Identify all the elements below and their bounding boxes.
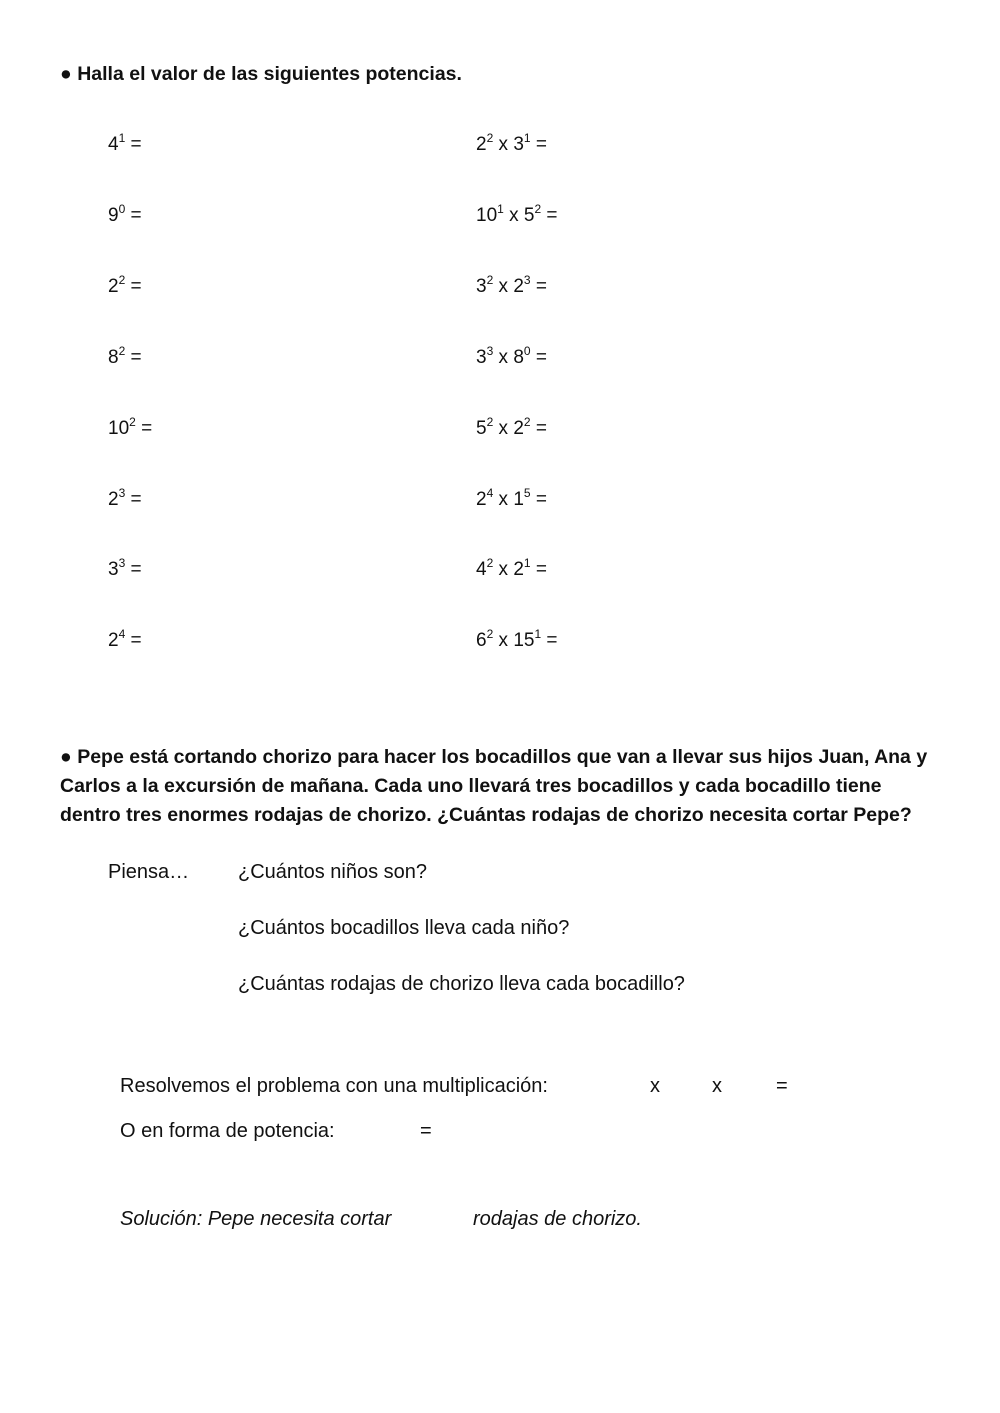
times-sign: x [493, 488, 514, 510]
equals-sign: = [125, 275, 142, 297]
base: 2 [513, 275, 524, 297]
power-exercise-left [108, 131, 142, 156]
equals-sign: = [125, 346, 142, 368]
times-sign: x [493, 346, 514, 368]
exponent: 1 [523, 131, 531, 145]
exponent: 1 [534, 627, 542, 642]
base: 3 [513, 134, 524, 155]
power-exercise-left [108, 272, 142, 298]
power-exercise-right [476, 343, 547, 369]
power-exercise-left [108, 343, 142, 369]
base: 3 [476, 275, 487, 297]
solution-prefix: Solución: Pepe necesita cortar [120, 1208, 392, 1230]
power-exercise-right [476, 627, 558, 652]
base: 1 [513, 488, 524, 510]
power-exercise-right [476, 414, 547, 440]
power-exercise-right [476, 272, 547, 298]
exponent: 1 [118, 131, 126, 145]
power-exercise-left [108, 414, 153, 440]
exponent: 2 [486, 272, 494, 287]
exponent: 2 [486, 414, 494, 429]
base: 15 [513, 630, 535, 652]
exponent: 3 [118, 556, 126, 571]
exponent: 2 [486, 627, 494, 642]
base: 8 [108, 346, 119, 368]
base: 3 [108, 559, 119, 581]
equals-sign: = [530, 275, 547, 297]
equals-sign: = [125, 204, 142, 226]
exponent: 3 [486, 343, 494, 358]
power-exercise-right [476, 131, 547, 156]
base: 2 [476, 488, 487, 510]
times-sign: x [503, 204, 524, 226]
power-exercise-right [476, 556, 547, 581]
power-exercise-left [108, 556, 142, 581]
section1-heading: ● Halla el valor de las siguientes potencias. [60, 63, 462, 85]
times-sign: x [493, 417, 514, 439]
solution-suffix: rodajas de chorizo. [473, 1208, 642, 1230]
power-exercise-left [108, 201, 142, 227]
power-label: O en forma de potencia: [120, 1120, 335, 1142]
base: 9 [108, 204, 119, 226]
exponent: 2 [118, 272, 126, 287]
power-exercise-left [108, 485, 142, 511]
exponent: 4 [118, 627, 126, 642]
base: 2 [108, 630, 119, 652]
base: 3 [476, 346, 487, 368]
exponent: 3 [118, 485, 126, 500]
exponent: 5 [523, 485, 531, 500]
base: 4 [108, 134, 119, 155]
times-sign: x [493, 559, 514, 581]
question-2: ¿Cuántos bocadillos lleva cada niño? [238, 917, 570, 939]
exponent: 4 [486, 485, 494, 500]
times-sign: x [493, 275, 514, 297]
problem-text: ● Pepe está cortando chorizo para hacer los bocadillos que van a llevar sus hijos Juan, Ana y Carlos a la excursión de mañana. Cada uno llevará tres bocadillos y cada bocadillo tiene dentro tres enormes rodajas de chorizo. ¿Cuántas rodajas de chorizo necesita cortar Pepe? [60, 746, 928, 826]
equals-sign: = [125, 630, 142, 652]
base: 4 [476, 559, 487, 581]
equals-sign: = [125, 559, 142, 581]
multiplication-equals: = [776, 1075, 788, 1097]
power-exercise-right [476, 201, 558, 227]
base: 8 [513, 346, 524, 368]
equals-sign: = [530, 417, 547, 439]
power-exercise-left [108, 627, 142, 652]
exponent: 0 [523, 343, 531, 358]
exponent: 3 [523, 272, 531, 287]
times-sign: x [493, 630, 514, 652]
equals-sign: = [541, 204, 558, 226]
multiplication-times-2: x [712, 1075, 722, 1097]
exponent: 2 [118, 343, 126, 358]
exponent: 0 [118, 201, 126, 216]
base: 5 [523, 204, 535, 226]
exponent: 2 [486, 131, 494, 145]
base: 5 [476, 417, 487, 439]
base: 2 [108, 488, 119, 510]
exponent: 1 [497, 201, 504, 216]
base: 2 [513, 559, 524, 581]
times-sign: x [493, 134, 514, 155]
exponent: 2 [523, 414, 531, 429]
question-1: ¿Cuántos niños son? [238, 861, 428, 883]
question-3: ¿Cuántas rodajas de chorizo lleva cada bocadillo? [238, 973, 685, 995]
base: 2 [476, 134, 487, 155]
equals-sign: = [125, 134, 142, 155]
equals-sign: = [530, 134, 547, 155]
equals-sign: = [530, 346, 547, 368]
multiplication-times-1: x [650, 1075, 660, 1097]
multiplication-label: Resolvemos el problema con una multiplicación: [120, 1075, 548, 1097]
base: 10 [476, 204, 498, 226]
exponent: 2 [486, 556, 494, 571]
base: 6 [476, 630, 487, 652]
exponent: 1 [523, 556, 531, 571]
equals-sign: = [530, 559, 547, 581]
equals-sign: = [541, 630, 558, 652]
power-exercise-right [476, 485, 547, 511]
power-equals: = [420, 1120, 432, 1142]
equals-sign: = [530, 488, 547, 510]
base: 10 [108, 417, 130, 439]
exponent: 2 [534, 201, 542, 216]
equals-sign: = [125, 488, 142, 510]
think-label: Piensa… [108, 861, 190, 883]
exponent: 2 [129, 414, 136, 429]
base: 2 [513, 417, 524, 439]
equals-sign: = [135, 417, 153, 439]
base: 2 [108, 275, 119, 297]
